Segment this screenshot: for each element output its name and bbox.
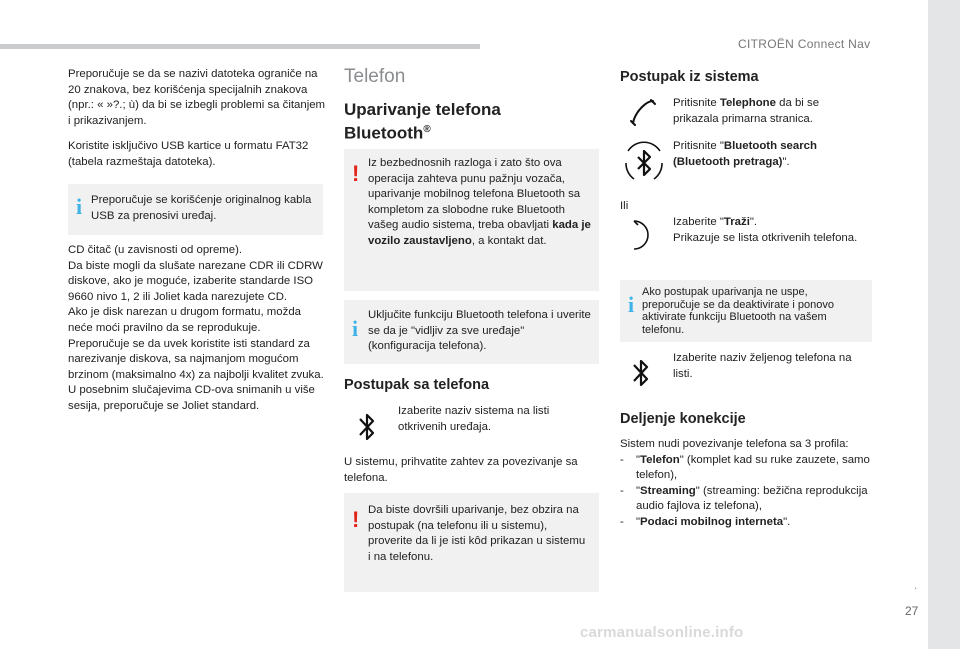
profile-name: Podaci mobilnog interneta [640, 515, 784, 528]
watermark: carmanualsonline.info [580, 624, 744, 641]
step-bluetooth-search [673, 139, 861, 170]
step3-pre: Izaberite " [673, 216, 724, 228]
header-rule [0, 44, 480, 49]
profile-name: Telefon [640, 453, 680, 466]
step-press-telephone [673, 96, 861, 127]
info-box-pairing-fail [620, 280, 872, 342]
info-usb-text: Preporučuje se korišćenje originalnog kabla USB za prenosivi uređaj. [91, 194, 312, 222]
page-number: 27 [905, 604, 919, 618]
step-select-system: Izaberite naziv sistema na listi otkrivenih uređaja. [398, 405, 550, 433]
profile-streaming [636, 484, 875, 515]
step3-bold: Traži [723, 216, 750, 228]
bluetooth-search-icon [624, 141, 664, 185]
step1-post: da bi se prikazala primarna stranica. [673, 97, 820, 125]
list-quote: " [636, 453, 641, 466]
profiles-section [620, 437, 875, 531]
paragraph-profiles: Sistem nudi povezivanje telefona sa 3 profila: [620, 438, 849, 450]
pairing-heading-line1: Uparivanje telefona [344, 100, 501, 119]
step1-bold: Telephone [719, 97, 776, 109]
warning-icon: ! [352, 507, 360, 532]
page-side-tab [928, 0, 960, 649]
header-title: CITROËN Connect Nav [738, 37, 871, 51]
step1-pre: Pritisnite [673, 97, 720, 109]
info-icon: i [352, 316, 359, 341]
or-label: Ili [620, 200, 629, 212]
bluetooth-icon [630, 356, 652, 390]
warning-safety-text [368, 156, 592, 250]
list-quote: " [636, 515, 641, 528]
step3-post: ". [749, 216, 758, 228]
warning-text-bold: kada je vozilo zaustavljeno [368, 219, 591, 247]
info-pairing-fail-text: Ako postupak uparivanja ne uspe, preporučuje se da deaktivirate i ponovo aktivirate funkciju Bluetooth na vašem telefonu. [642, 286, 835, 336]
step-select-search [673, 215, 873, 246]
list-quote: " [636, 484, 641, 497]
warning-box-safety [344, 149, 599, 291]
cd-line-5: U posebnim slučajevima CD-ova snimanih u više sesija, preporučuje se Joliet standard. [68, 384, 315, 412]
profile-desc: " (komplet kad su ruke zauzete, samo telefon), [636, 453, 870, 482]
list-dash: - [620, 484, 624, 497]
info-box-bluetooth [344, 300, 599, 364]
subheading-phone-procedure: Postupak sa telefona [344, 377, 490, 393]
step3-line2: Prikazuje se lista otkrivenih telefona. [673, 231, 858, 244]
info-box-usb [68, 184, 323, 235]
list-dash: - [620, 515, 624, 528]
warning-text-post: , a kontakt dat. [471, 234, 547, 247]
cd-line-2: Da biste mogli da slušate narezane CDR ili CDRW diskove, ako je moguće, izaberite standarde ISO 9660 nivo 1, 2 ili Joliet kada narezujete CD. [68, 259, 323, 303]
cd-line-1: CD čitač (u zavisnosti od opreme). [68, 244, 243, 256]
warning-text-pre: Iz bezbednosnih razloga i zato što ova operacija zahteva punu pažnju vozača, uparivanje mobilnog telefona Bluetooth sa kompletom za slobodne ruke Bluetooth vašeg audio sistema, treba obavljati [368, 157, 581, 232]
cd-line-4: Preporučuje se da uvek koristite isti standard za narezivanje diskova, sa najmanjom mogućom brzinom (maksimalno 4x) za najbolji kvalitet zvuka. [68, 337, 324, 381]
info-icon: i [76, 194, 83, 219]
profile-desc: " (streaming: bežična reprodukcija audio fajlova iz telefona), [636, 484, 868, 513]
info-bluetooth-text: Uključite funkciju Bluetooth telefona i uverite se da je "vidljiv za sve uređaje" (konfiguracija telefona). [368, 309, 591, 353]
paragraph-fat32: Koristite isključivo USB kartice u formatu FAT32 (tabela razmeštaja datoteka). [68, 140, 309, 168]
list-item [620, 484, 875, 515]
warning-icon: ! [352, 161, 360, 186]
list-dash: - [620, 453, 624, 466]
profile-telefon [636, 453, 875, 484]
section-title: Telefon [344, 66, 406, 87]
step2-pre: Pritisnite " [673, 140, 724, 152]
cd-line-3: Ako je disk narezan u drugom formatu, možda neće moći pravilno da se reprodukuje. [68, 306, 301, 334]
profile-mobile-data [636, 515, 875, 531]
cd-section [68, 243, 326, 415]
info-icon: i [628, 292, 635, 317]
bluetooth-icon [356, 410, 378, 444]
warning-code-text: Da biste dovršili uparivanje, bez obzira na postupak (na telefonu ili u sistemu), proverite da li je isti kôd prikazan u sistemu i na telefonu. [368, 504, 586, 563]
warning-box-code [344, 493, 599, 592]
pairing-heading [344, 100, 599, 144]
subheading-system-procedure: Postupak iz sistema [620, 69, 759, 85]
profile-name: Streaming [640, 484, 696, 497]
paragraph-accept-request: U sistemu, prihvatite zahtev za povezivanje sa telefona. [344, 456, 578, 484]
search-phone-icon [628, 216, 662, 256]
telephone-handset-icon [628, 98, 658, 128]
registered-mark: ® [423, 124, 431, 135]
subheading-connection-sharing: Deljenje konekcije [620, 411, 746, 427]
paragraph-filenames: Preporučuje se da se nazivi datoteka ograniče na 20 znakova, bez korišćenja specijalnih znakova (npr.: « »?.; ù) da bi se izbegli problemi sa čitanjem i prikazivanjem. [68, 68, 326, 127]
pairing-heading-line2: Bluetooth [344, 123, 424, 143]
left-column [68, 67, 326, 171]
step2-bold: Bluetooth search (Bluetooth pretraga) [673, 140, 817, 168]
list-item [620, 515, 875, 531]
middle-header [344, 66, 599, 144]
list-item [620, 453, 875, 484]
step2-post: ". [782, 155, 790, 168]
continued-marker: . [914, 580, 918, 592]
profile-desc: ". [783, 515, 791, 528]
step-select-phone: Izaberite naziv željenog telefona na listi. [673, 352, 852, 380]
